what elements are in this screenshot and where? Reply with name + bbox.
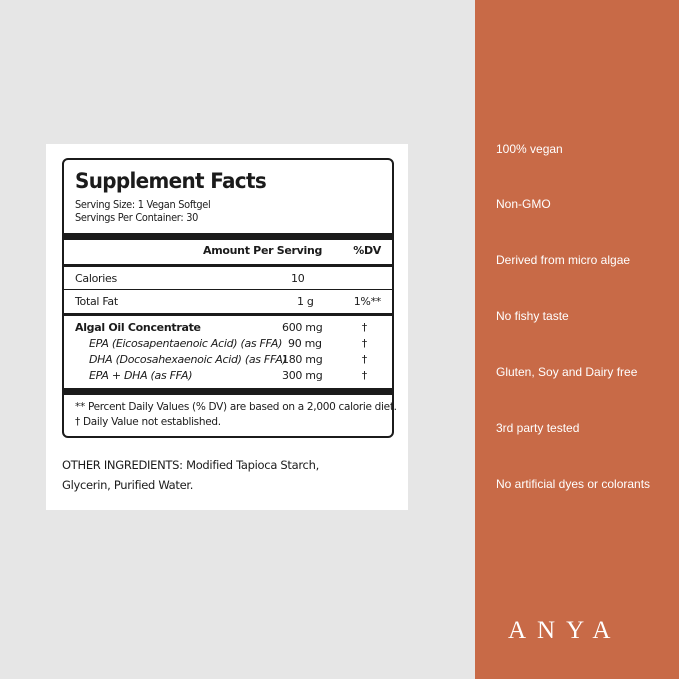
nutrient-amount: 180 mg: [282, 353, 323, 366]
nutrient-label: DHA (Docosahexaenoic Acid) (as FFA): [89, 353, 287, 366]
serving-size: Serving Size: 1 Vegan Softgel: [75, 199, 211, 211]
brand-logo: ANYA: [508, 617, 622, 644]
medium-divider: [64, 264, 392, 267]
nutrient-dv: †: [361, 337, 367, 350]
thick-divider: [64, 388, 392, 395]
feature-vegan: 100% vegan: [496, 142, 563, 156]
nutrient-amount: 1 g: [297, 295, 314, 308]
features-panel: [475, 0, 679, 679]
footnote-text: ** Percent Daily Values (% DV) are based on a 2,000 calorie diet.: [75, 401, 397, 413]
medium-divider: [64, 313, 392, 316]
other-ingredients-line: OTHER INGREDIENTS: Modified Tapioca Starch,: [62, 458, 319, 472]
feature-third-party-tested: 3rd party tested: [496, 421, 580, 435]
nutrient-label: Algal Oil Concentrate: [75, 321, 201, 334]
nutrient-dv: †: [361, 353, 367, 366]
feature-non-gmo: Non-GMO: [496, 197, 551, 211]
nutrient-amount: 90 mg: [288, 337, 322, 350]
nutrient-label: EPA (Eicosapentaenoic Acid) (as FFA): [89, 337, 283, 350]
supplement-facts-panel: [62, 158, 397, 438]
nutrient-label: Total Fat: [75, 295, 118, 308]
nutrient-label: Calories: [75, 272, 117, 285]
header-amount: Amount Per Serving: [203, 244, 323, 257]
other-ingredients-line: Glycerin, Purified Water.: [62, 478, 194, 492]
footnote-text: † Daily Value not established.: [75, 416, 221, 428]
feature-micro-algae: Derived from micro algae: [496, 253, 631, 267]
thin-divider: [64, 289, 392, 290]
other-ingredients: [62, 455, 382, 495]
nutrient-amount: 600 mg: [282, 321, 323, 334]
thick-divider: [64, 233, 392, 240]
feature-allergen-free: Gluten, Soy and Dairy free: [496, 365, 638, 379]
feature-no-fishy-taste: No fishy taste: [496, 309, 569, 323]
nutrient-dv: 1%**: [353, 295, 381, 308]
nutrient-dv: †: [361, 321, 367, 334]
supplement-label-card: [46, 144, 408, 510]
nutrient-amount: 10: [291, 272, 305, 285]
nutrient-label: EPA + DHA (as FFA): [89, 369, 193, 382]
servings-per-container: Servings Per Container: 30: [75, 212, 199, 224]
nutrient-amount: 300 mg: [282, 369, 323, 382]
header-dv: %DV: [353, 244, 381, 257]
feature-no-dyes: No artificial dyes or colorants: [496, 477, 651, 491]
nutrient-dv: †: [361, 369, 367, 382]
facts-title: Supplement Facts: [75, 169, 267, 193]
